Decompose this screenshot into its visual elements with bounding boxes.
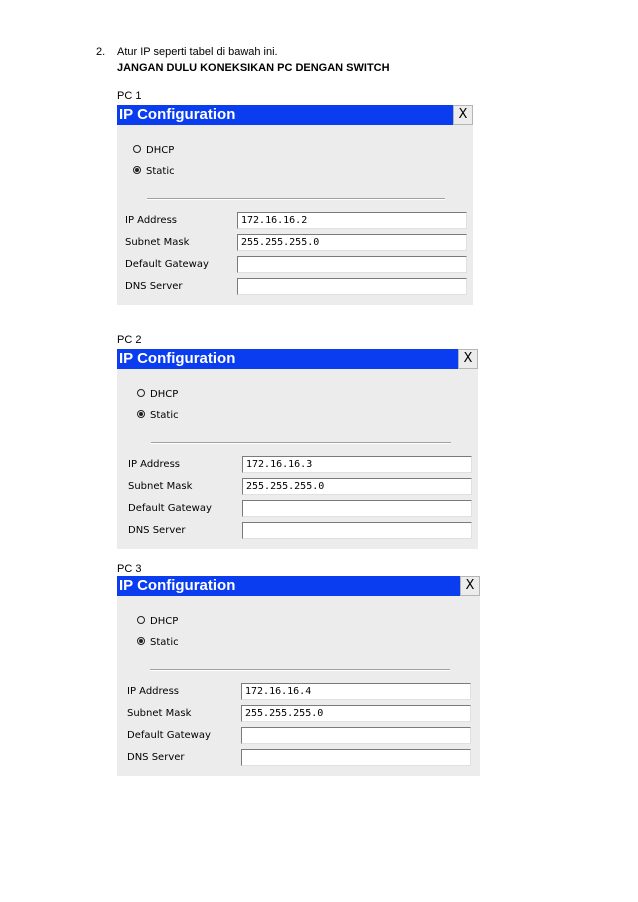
pc3-dns-label: DNS Server [127, 752, 185, 763]
pc1-dns-field[interactable] [237, 278, 467, 295]
pc1-mask-label: Subnet Mask [125, 237, 190, 248]
pc3-ip-configuration-panel [117, 576, 480, 776]
pc2-mask-label: Subnet Mask [128, 481, 193, 492]
pc3-ip-field[interactable]: 172.16.16.4 [241, 683, 471, 700]
pc2-dhcp-radio[interactable] [137, 389, 178, 401]
pc3-ip-label: IP Address [127, 686, 179, 697]
step-number: 2. [96, 46, 106, 58]
pc1-label: PC 1 [117, 90, 142, 102]
pc2-dns-field[interactable] [242, 522, 472, 539]
pc2-close-button[interactable]: X [458, 349, 478, 369]
radio-selected-icon [133, 166, 141, 174]
pc3-window-title: IP Configuration [117, 576, 460, 596]
pc1-close-button[interactable]: X [453, 105, 473, 125]
pc1-window-title: IP Configuration [117, 105, 453, 125]
step-warning: JANGAN DULU KONEKSIKAN PC DENGAN SWITCH [117, 62, 390, 74]
pc2-label: PC 2 [117, 334, 142, 346]
pc3-gateway-field[interactable] [241, 727, 471, 744]
radio-selected-icon [137, 637, 145, 645]
radio-unselected-icon [133, 145, 141, 153]
pc3-mask-label: Subnet Mask [127, 708, 192, 719]
radio-selected-icon [137, 410, 145, 418]
pc1-static-radio[interactable] [133, 166, 175, 178]
pc3-separator [150, 669, 450, 671]
pc2-separator [151, 442, 451, 444]
radio-unselected-icon [137, 616, 145, 624]
pc2-dhcp-label: DHCP [150, 389, 179, 400]
pc2-mask-field[interactable]: 255.255.255.0 [242, 478, 472, 495]
pc3-gateway-label: Default Gateway [127, 730, 211, 741]
pc1-mask-field[interactable]: 255.255.255.0 [237, 234, 467, 251]
pc3-close-button[interactable]: X [460, 576, 480, 596]
pc2-gateway-label: Default Gateway [128, 503, 212, 514]
pc2-window-title: IP Configuration [117, 349, 458, 369]
pc2-ip-configuration-panel [117, 349, 478, 549]
pc3-dns-field[interactable] [241, 749, 471, 766]
pc3-dhcp-radio[interactable] [137, 616, 178, 628]
pc1-dns-label: DNS Server [125, 281, 183, 292]
pc2-dns-label: DNS Server [128, 525, 186, 536]
pc2-static-label: Static [150, 410, 179, 421]
pc2-static-radio[interactable] [137, 410, 179, 422]
pc1-dhcp-label: DHCP [146, 145, 175, 156]
pc2-ip-label: IP Address [128, 459, 180, 470]
pc1-dhcp-radio[interactable] [133, 145, 174, 157]
pc1-static-label: Static [146, 166, 175, 177]
pc3-dhcp-label: DHCP [150, 616, 179, 627]
radio-unselected-icon [137, 389, 145, 397]
pc2-ip-field[interactable]: 172.16.16.3 [242, 456, 472, 473]
pc3-static-radio[interactable] [137, 637, 179, 649]
pc1-ip-label: IP Address [125, 215, 177, 226]
pc3-static-label: Static [150, 637, 179, 648]
pc1-ip-field[interactable]: 172.16.16.2 [237, 212, 467, 229]
pc1-ip-configuration-panel [117, 105, 473, 305]
step-instruction: Atur IP seperti tabel di bawah ini. [117, 46, 278, 58]
pc1-separator [147, 198, 445, 200]
pc1-gateway-field[interactable] [237, 256, 467, 273]
pc1-gateway-label: Default Gateway [125, 259, 209, 270]
pc3-label: PC 3 [117, 563, 142, 575]
pc2-gateway-field[interactable] [242, 500, 472, 517]
pc3-mask-field[interactable]: 255.255.255.0 [241, 705, 471, 722]
